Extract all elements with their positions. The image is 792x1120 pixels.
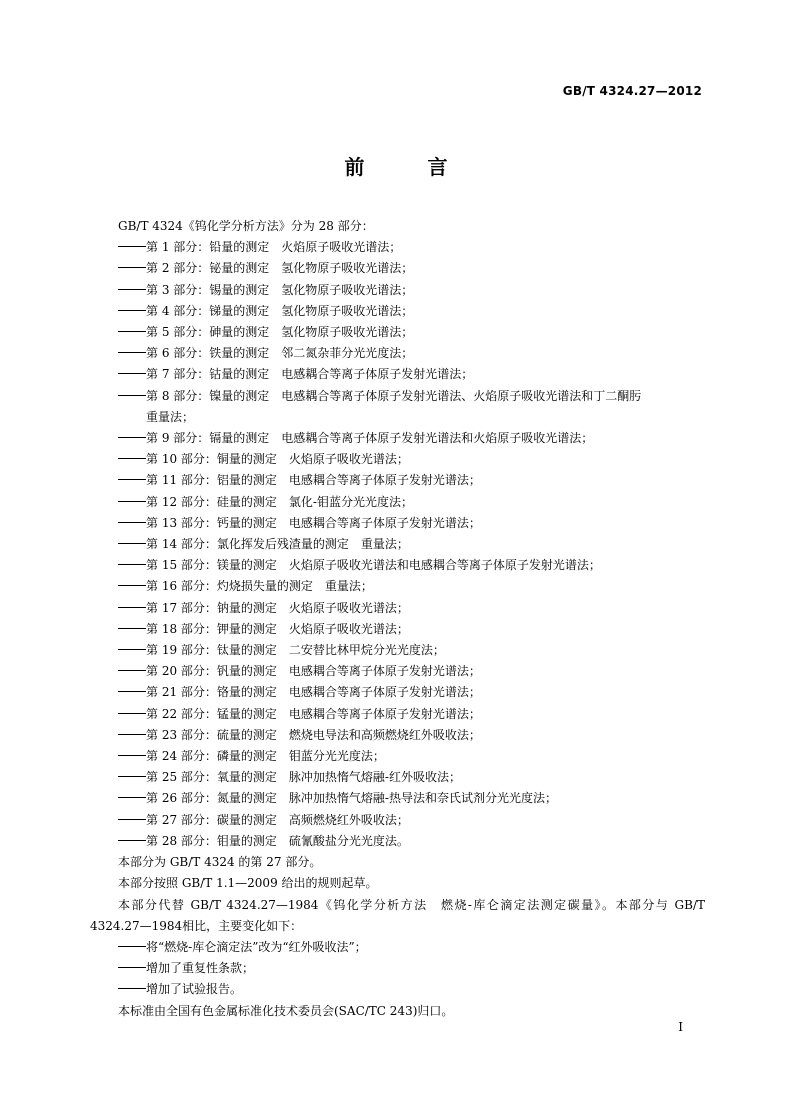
part-label: 第 16 部分：灼烧损失量的测定 (146, 579, 313, 594)
part-label: 第 5 部分：砷量的测定 (146, 325, 270, 340)
part-method: 燃烧电导法和高频燃烧红外吸收法； (288, 727, 481, 742)
part-label: 第 25 部分：氧量的测定 (146, 770, 277, 785)
part-item (90, 576, 705, 597)
part-item (90, 704, 705, 725)
part-label: 第 11 部分：铝量的测定 (146, 473, 277, 488)
part-label: 第 8 部分：镍量的测定 (146, 388, 270, 403)
part-method: 火焰原子吸收光谱法； (281, 240, 402, 255)
em-dash-mark (118, 734, 146, 735)
em-dash-mark (118, 479, 146, 480)
part-method: 钼蓝分光光度法； (288, 749, 385, 764)
part-item (90, 322, 705, 343)
part-item (90, 682, 705, 703)
part-label: 第 15 部分：镁量的测定 (146, 558, 277, 573)
part-label: 第 23 部分：硫量的测定 (146, 727, 277, 742)
em-dash-mark (118, 819, 146, 820)
change-item (90, 937, 705, 958)
part-method: 电感耦合等离子体原子发射光谱法、火焰原子吸收光谱法和丁二酮肟 (281, 388, 642, 403)
part-method: 电感耦合等离子体原子发射光谱法； (288, 685, 481, 700)
em-dash-mark (118, 373, 146, 374)
part-method: 火焰原子吸收光谱法； (288, 621, 409, 636)
part-method: 氢化物原子吸收光谱法； (281, 325, 414, 340)
page-title: 前 言 (344, 155, 476, 179)
part-item (90, 640, 705, 661)
drafting-rules-paragraph: 本部分按照 GB/T 1.1—2009 给出的规则起草。 (118, 876, 378, 891)
changes-list (90, 937, 705, 1001)
em-dash-mark (118, 543, 146, 544)
em-dash-mark (118, 395, 146, 396)
change-text: 将“燃烧-库仑滴定法”改为“红外吸收法”； (146, 939, 367, 954)
change-item (90, 979, 705, 1000)
part-label: 第 20 部分：钒量的测定 (146, 664, 277, 679)
part-item (90, 449, 705, 470)
em-dash-mark (118, 649, 146, 650)
part-label: 第 27 部分：碳量的测定 (146, 812, 277, 827)
em-dash-mark (118, 437, 146, 438)
part-label: 第 7 部分：钴量的测定 (146, 367, 270, 382)
em-dash-mark (118, 585, 146, 586)
part-label: 第 1 部分：铅量的测定 (146, 240, 270, 255)
part-method: 二安替比林甲烷分光光度法； (288, 643, 445, 658)
em-dash-mark (118, 670, 146, 671)
part-label: 第 21 部分：铬量的测定 (146, 685, 277, 700)
part-method: 氢化物原子吸收光谱法； (281, 261, 414, 276)
em-dash-mark (118, 564, 146, 565)
part-method: 氢化物原子吸收光谱法； (281, 303, 414, 318)
part-item (90, 492, 705, 513)
part-method: 重量法； (360, 537, 409, 552)
part-method: 火焰原子吸收光谱法； (288, 452, 409, 467)
part-method: 脉冲加热惰气熔融-红外吸收法； (288, 770, 461, 785)
part-item (90, 258, 705, 279)
part-method: 电感耦合等离子体原子发射光谱法； (288, 473, 481, 488)
part-label: 第 26 部分：氮量的测定 (146, 791, 277, 806)
em-dash-mark (118, 628, 146, 629)
em-dash-mark (118, 840, 146, 841)
part-item (90, 343, 705, 364)
em-dash-mark (118, 352, 146, 353)
replaces-paragraph: 本部分代替 GB/T 4324.27—1984《钨化学分析方法 燃烧-库仑滴定法测定碳量》。本部分与 GB/T 4324.27—1984相比，主要变化如下： (90, 897, 705, 933)
part-method: 氯化-钼蓝分光光度法； (288, 494, 413, 509)
em-dash-mark (118, 289, 146, 290)
part-label: 第 2 部分：铋量的测定 (146, 261, 270, 276)
part-label: 第 18 部分：钾量的测定 (146, 621, 277, 636)
part-label: 第 17 部分：钠量的测定 (146, 600, 277, 615)
em-dash-mark (118, 967, 146, 968)
part-item (90, 301, 705, 322)
part-label: 第 19 部分：钛量的测定 (146, 643, 277, 658)
change-text: 增加了试验报告。 (146, 982, 243, 997)
em-dash-mark (118, 267, 146, 268)
standard-code: GB/T 4324.27—2012 (562, 84, 702, 98)
part-method: 电感耦合等离子体原子发射光谱法； (288, 664, 481, 679)
part-label: 第 13 部分：钙量的测定 (146, 515, 277, 530)
part-method: 火焰原子吸收光谱法； (288, 600, 409, 615)
part-method: 火焰原子吸收光谱法和电感耦合等离子体原子发射光谱法； (288, 558, 601, 573)
part-method: 电感耦合等离子体原子发射光谱法； (288, 706, 481, 721)
part-label: 第 9 部分：镉量的测定 (146, 431, 270, 446)
part-item (90, 364, 705, 385)
part-item (90, 513, 705, 534)
part-label: 第 22 部分：锰量的测定 (146, 706, 277, 721)
part-method: 重量法； (324, 579, 373, 594)
part-item (90, 555, 705, 576)
part-method: 硫氰酸盐分光光度法。 (288, 833, 409, 848)
em-dash-mark (118, 946, 146, 947)
part-label: 第 24 部分：磷量的测定 (146, 749, 277, 764)
part-of-paragraph: 本部分为 GB/T 4324 的第 27 部分。 (118, 855, 322, 870)
part-item (90, 661, 705, 682)
part-method: 电感耦合等离子体原子发射光谱法； (281, 367, 474, 382)
em-dash-mark (118, 607, 146, 608)
em-dash-mark (118, 501, 146, 502)
part-item (90, 788, 705, 809)
em-dash-mark (118, 776, 146, 777)
part-label: 第 14 部分：氯化挥发后残渣量的测定 (146, 537, 349, 552)
change-text: 增加了重复性条款； (146, 961, 255, 976)
proposed-paragraph: 本标准由全国有色金属标准化技术委员会(SAC/TC 243)归口。 (118, 1003, 454, 1018)
em-dash-mark (118, 522, 146, 523)
part-item (90, 598, 705, 619)
part-method: 高频燃烧红外吸收法； (288, 812, 409, 827)
em-dash-mark (118, 713, 146, 714)
part-item (90, 725, 705, 746)
part-label: 第 6 部分：铁量的测定 (146, 346, 270, 361)
part-label: 第 12 部分：硅量的测定 (146, 494, 277, 509)
em-dash-mark (118, 246, 146, 247)
part-label: 第 4 部分：锑量的测定 (146, 303, 270, 318)
part-item (90, 746, 705, 767)
part-item (90, 534, 705, 555)
em-dash-mark (118, 458, 146, 459)
part-method: 电感耦合等离子体原子发射光谱法和火焰原子吸收光谱法； (281, 431, 594, 446)
part-method: 邻二氮杂菲分光光度法； (281, 346, 414, 361)
part-item (90, 280, 705, 301)
em-dash-mark (118, 691, 146, 692)
foreword-body (90, 216, 705, 1022)
part-item (90, 237, 705, 258)
part-label: 第 10 部分：铜量的测定 (146, 452, 277, 467)
em-dash-mark (118, 797, 146, 798)
part-continuation: 重量法； (146, 409, 195, 424)
parts-list (90, 237, 705, 852)
part-item (90, 767, 705, 788)
page-number: I (678, 1020, 683, 1034)
change-item (90, 958, 705, 979)
part-method: 脉冲加热惰气熔融-热导法和奈氏试剂分光光度法； (288, 791, 557, 806)
part-item (90, 810, 705, 831)
part-item (90, 619, 705, 640)
part-item (90, 428, 705, 449)
em-dash-mark (118, 755, 146, 756)
part-method: 氢化物原子吸收光谱法； (281, 282, 414, 297)
em-dash-mark (118, 331, 146, 332)
part-label: 第 3 部分：锡量的测定 (146, 282, 270, 297)
part-item (90, 470, 705, 491)
part-item (90, 831, 705, 852)
em-dash-mark (118, 310, 146, 311)
part-label: 第 28 部分：钼量的测定 (146, 833, 277, 848)
part-method: 电感耦合等离子体原子发射光谱法； (288, 515, 481, 530)
intro-paragraph: GB/T 4324《钨化学分析方法》分为 28 部分： (118, 219, 374, 233)
em-dash-mark (118, 988, 146, 989)
part-item (90, 386, 705, 407)
